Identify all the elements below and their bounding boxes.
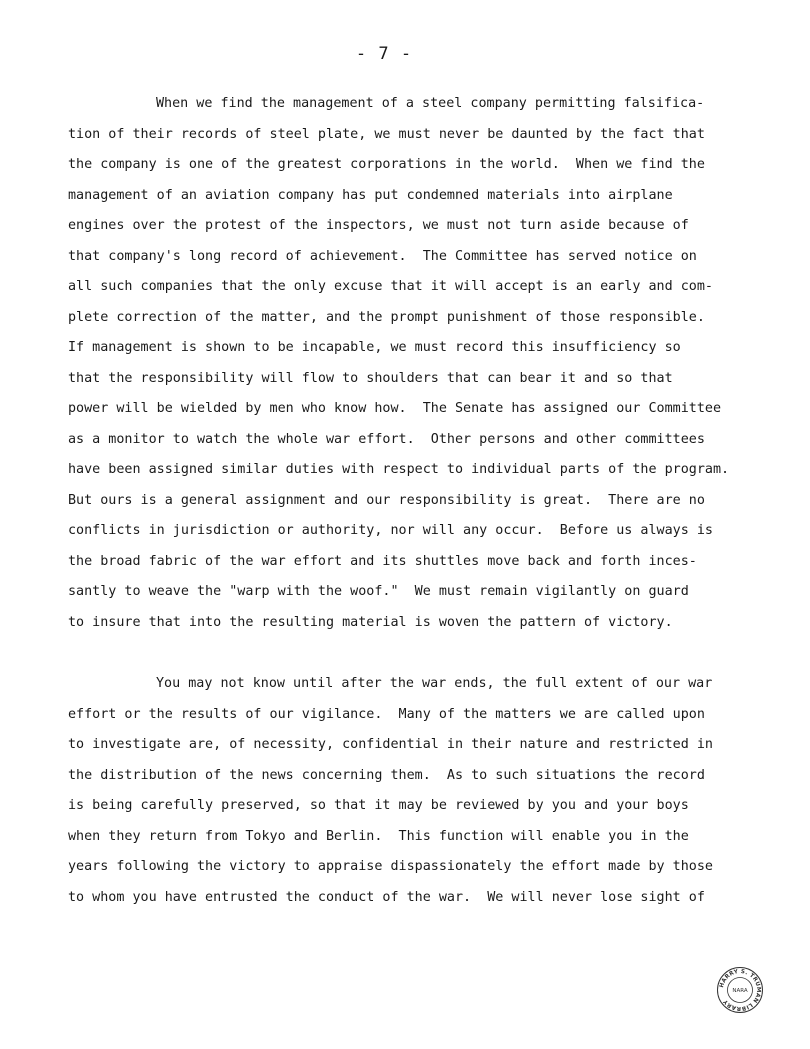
text-line: santly to weave the "warp with the woof." We must remain vigilantly on guard bbox=[68, 584, 689, 599]
paragraph-1 bbox=[68, 89, 768, 638]
text-line: When we find the management of a steel company permitting falsifica- bbox=[156, 96, 705, 111]
text-line: effort or the results of our vigilance. Many of the matters we are called upon bbox=[68, 706, 705, 722]
stamp-center-text: NARA bbox=[732, 988, 748, 994]
library-stamp-icon bbox=[716, 966, 764, 1014]
text-line: the distribution of the news concerning them. As to such situations the record bbox=[68, 767, 705, 783]
page-number: - 7 - bbox=[355, 44, 413, 64]
text-line: conflicts in jurisdiction or authority, nor will any occur. Before us always is bbox=[68, 523, 713, 538]
text-line: plete correction of the matter, and the prompt punishment of those responsible. bbox=[68, 309, 705, 325]
text-line: If management is shown to be incapable, we must record this insufficiency so bbox=[68, 340, 681, 355]
text-line: that the responsibility will flow to shoulders that can bear it and so that bbox=[68, 370, 673, 386]
text-line: years following the victory to appraise dispassionately the effort made by those bbox=[68, 859, 713, 874]
text-line: to insure that into the resulting material is woven the pattern of victory. bbox=[68, 614, 673, 630]
text-line: management of an aviation company has put condemned materials into airplane bbox=[68, 187, 673, 203]
text-line: when they return from Tokyo and Berlin. This function will enable you in the bbox=[68, 828, 689, 844]
text-line: to investigate are, of necessity, confidential in their nature and restricted in bbox=[68, 737, 713, 752]
text-line: power will be wielded by men who know how. The Senate has assigned our Committee bbox=[68, 401, 722, 416]
paragraph-2 bbox=[68, 669, 768, 913]
text-line: is being carefully preserved, so that it may be reviewed by you and your boys bbox=[68, 798, 689, 813]
text-line: the broad fabric of the war effort and its shuttles move back and forth inces- bbox=[68, 553, 697, 569]
stamp-ring-text: HARRY S. TRUMAN LIBRARY bbox=[719, 968, 762, 1012]
text-line: that company's long record of achievement. The Committee has served notice on bbox=[68, 248, 697, 264]
text-line: all such companies that the only excuse that it will accept is an early and com- bbox=[68, 279, 713, 294]
text-line: as a monitor to watch the whole war effort. Other persons and other committees bbox=[68, 431, 705, 447]
text-line: tion of their records of steel plate, we must never be daunted by the fact that bbox=[68, 126, 705, 142]
text-line: the company is one of the greatest corporations in the world. When we find the bbox=[68, 157, 705, 172]
text-line: But ours is a general assignment and our responsibility is great. There are no bbox=[68, 492, 705, 508]
text-line: have been assigned similar duties with respect to individual parts of the program. bbox=[68, 462, 730, 477]
text-line: engines over the protest of the inspectors, we must not turn aside because of bbox=[68, 218, 689, 233]
text-line: to whom you have entrusted the conduct of the war. We will never lose sight of bbox=[68, 889, 705, 905]
text-line: You may not know until after the war ends, the full extent of our war bbox=[156, 676, 713, 691]
